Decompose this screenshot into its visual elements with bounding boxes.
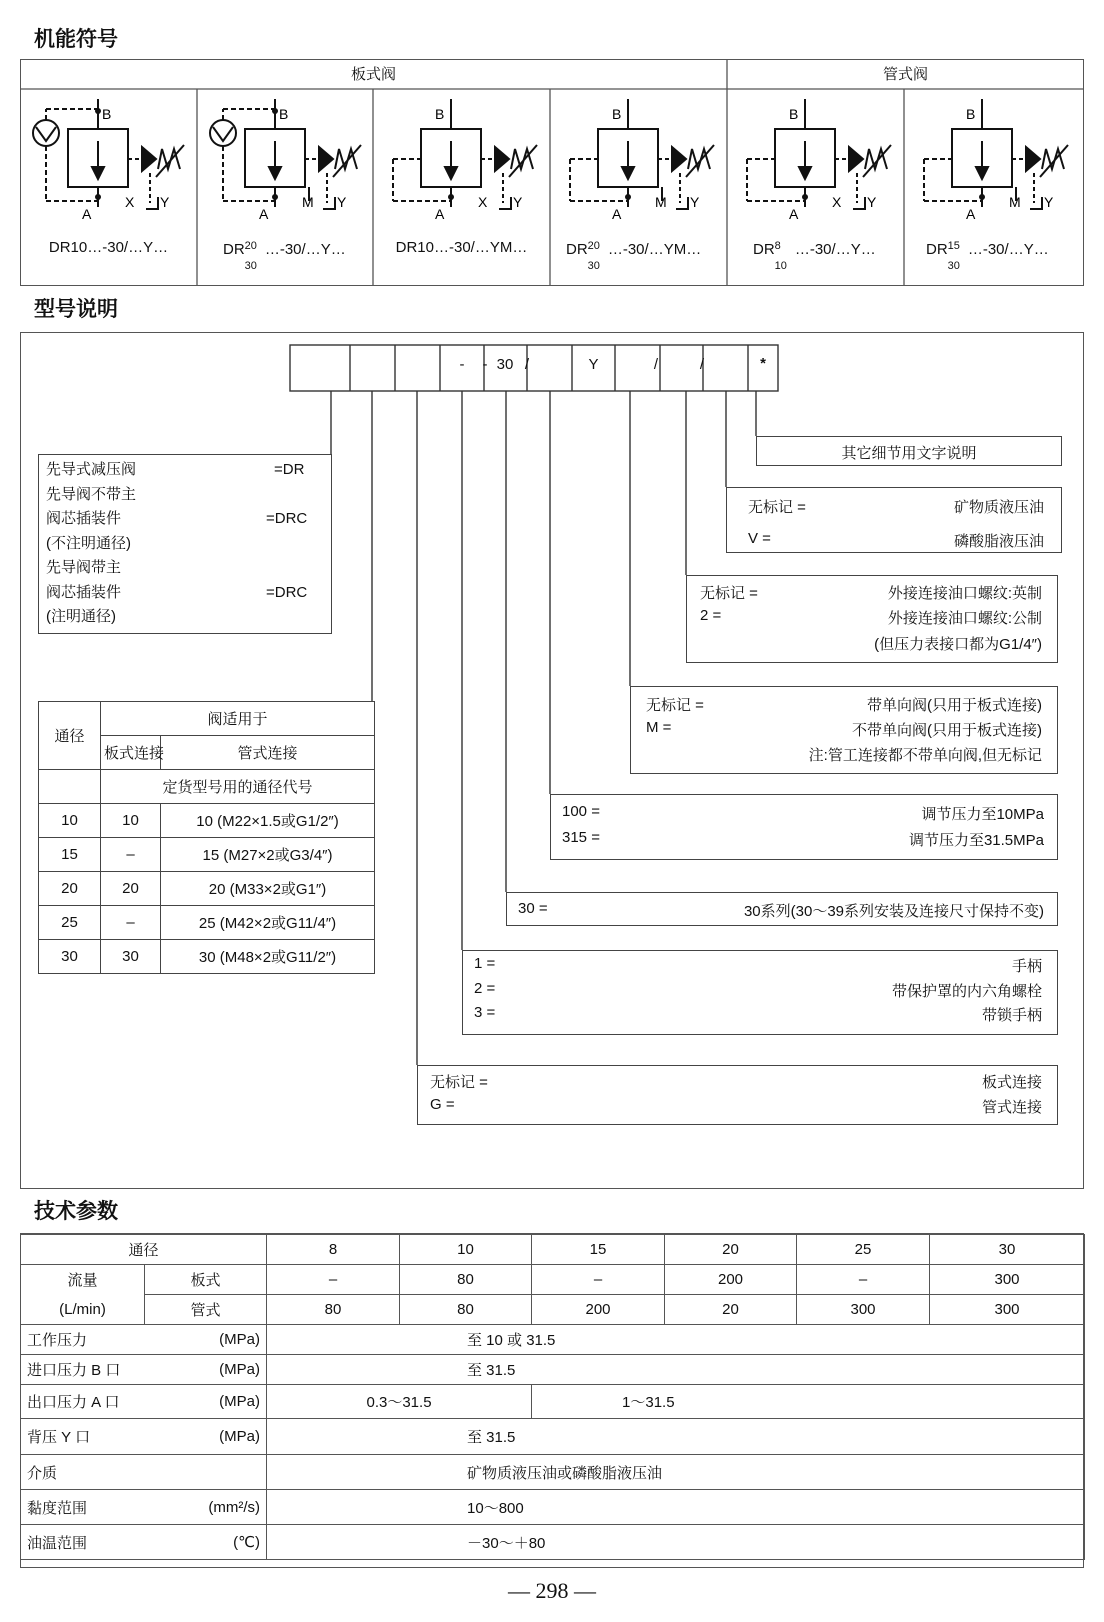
symbol-caption: DR10…-30/…YM… [395, 239, 528, 256]
symbol-caption: DR 15 30 …-30/…Y… [926, 240, 1049, 272]
svg-text:Y: Y [160, 194, 170, 210]
adjust-val: 带保护罩的内六角螺栓 [891, 983, 1042, 1000]
adjust-key: 2 = [474, 980, 496, 997]
symbol-caption: DR 20 30 …-30/…Y… [223, 240, 346, 272]
symbol-caption: DR10…-30/…Y… [48, 239, 169, 256]
code-box-4: - [482, 356, 488, 373]
adjust-key: 1 = [474, 955, 496, 972]
thread-key: 2 = [700, 607, 722, 624]
svg-text:B: B [966, 106, 976, 122]
series-key: 30 = [518, 900, 548, 917]
pressure-val: 调节压力至10MPa [921, 806, 1044, 823]
page-number: — 298 — [508, 1578, 596, 1603]
svg-text:Y: Y [1044, 194, 1054, 210]
tech-row: 工作压力 (MPa) 至 10 或 31.5 [21, 1325, 1085, 1355]
plate-valve-label: 板式阀 [350, 66, 396, 83]
tech-flow-pipe-row: (L/min) 管式 80 80 200 20 300 300 [21, 1295, 1085, 1325]
type-row: 先导式减压阀 =DR [46, 461, 305, 478]
thread-key: 无标记 = [700, 585, 758, 602]
thread-val: 外接连接油口螺纹:英制 [887, 585, 1042, 602]
section-title-model: 型号说明 [20, 285, 1084, 333]
code-box-10: * [760, 355, 766, 372]
svg-text:A: A [966, 206, 976, 222]
svg-text:Y: Y [337, 194, 347, 210]
dia-header-applies: 阀适用于 [101, 702, 375, 736]
svg-text:X: X [125, 194, 135, 210]
svg-text:M: M [302, 194, 314, 210]
thread-note: (但压力表接口都为G1/4″) [874, 636, 1042, 653]
pressure-val: 调节压力至31.5MPa [908, 832, 1044, 849]
flow-label: 流量 [21, 1265, 145, 1295]
adjust-val: 带锁手柄 [981, 1007, 1042, 1024]
svg-text:A: A [259, 206, 269, 222]
type-row: 先导阀带主 [46, 559, 122, 576]
tech-flow-plate-row: 流量 板式 – 80 – 200 – 300 [21, 1265, 1085, 1295]
fluid-val: 磷酸脂液压油 [953, 533, 1044, 550]
svg-text:M: M [1009, 194, 1021, 210]
pressure-key: 315 = [562, 829, 600, 846]
svg-text:Y: Y [867, 194, 877, 210]
check-note: 注:管工连接都不带单向阀,但无标记 [808, 747, 1042, 764]
svg-text:X: X [478, 194, 488, 210]
type-row: 阀芯插装件 =DRC [46, 510, 308, 527]
connection-key: G = [430, 1096, 455, 1113]
dia-row: 15 – 15 (M27×2或G3/4″) [39, 838, 375, 872]
tech-header-row: 通径 8 10 15 20 25 30 [21, 1235, 1085, 1265]
adjust-val: 手柄 [1011, 958, 1042, 975]
svg-text:B: B [789, 106, 799, 122]
adjust-key: 3 = [474, 1004, 496, 1021]
svg-text:Y: Y [690, 194, 700, 210]
type-row: (注明通径) [46, 608, 116, 625]
other-details-text: 其它细节用文字说明 [841, 445, 977, 462]
tech-row: 黏度范围 (mm²/s) 10～800 [21, 1490, 1085, 1525]
dia-header-code: 定货型号用的通径代号 [101, 770, 375, 804]
dia-header-pipe: 管式连接 [161, 736, 375, 770]
dia-row: 25 – 25 (M42×2或G11/4″) [39, 906, 375, 940]
fluid-key: 无标记 = [748, 499, 806, 516]
tech-row: 背压 Y 口 (MPa) 至 31.5 [21, 1419, 1085, 1455]
svg-text:X: X [832, 194, 842, 210]
section-title-symbols: 机能符号 [20, 20, 1084, 60]
svg-text:A: A [789, 206, 799, 222]
svg-text:A: A [612, 206, 622, 222]
connection-val: 管式连接 [981, 1099, 1042, 1116]
fluid-key: V = [748, 530, 771, 547]
code-box-3: - [459, 356, 465, 373]
dia-row: 20 20 20 (M33×2或G1″) [39, 872, 375, 906]
pipe-valve-label: 管式阀 [882, 66, 928, 83]
tech-row: 介质 矿物质液压油或磷酸脂液压油 [21, 1455, 1085, 1490]
tech-row: 进口压力 B 口 (MPa) 至 31.5 [21, 1355, 1085, 1385]
type-block-list [46, 458, 322, 630]
svg-text:B: B [102, 106, 112, 122]
type-row: 先导阀不带主 [46, 485, 137, 503]
symbol-caption: DR 8 10 …-30/…Y… [753, 240, 876, 272]
flow-unit: (L/min) [21, 1295, 145, 1325]
dia-row: 30 30 30 (M48×2或G11/2″) [39, 940, 375, 974]
code-box-5: 30 [496, 356, 514, 373]
connection-key: 无标记 = [430, 1074, 488, 1091]
connection-val: 板式连接 [981, 1074, 1042, 1091]
type-row: 阀芯插装件 =DRC [46, 583, 308, 601]
thread-val: 外接连接油口螺纹:公制 [887, 610, 1042, 627]
svg-text:B: B [435, 106, 445, 122]
svg-text:B: B [279, 106, 289, 122]
code-box-8: / [653, 356, 659, 373]
pressure-key: 100 = [562, 803, 600, 820]
check-key: M = [646, 719, 672, 736]
fluid-val: 矿物质液压油 [953, 499, 1044, 516]
series-val: 30系列(30～39系列安装及连接尺寸保持不变) [743, 903, 1044, 920]
svg-text:A: A [82, 206, 92, 222]
svg-text:A: A [435, 206, 445, 222]
tech-table [20, 1234, 1085, 1560]
svg-text:Y: Y [513, 194, 523, 210]
tech-row: 出口压力 A 口 (MPa) 0.3～31.5 1～31.5 [21, 1385, 1085, 1419]
svg-text:M: M [655, 194, 667, 210]
check-val: 不带单向阀(只用于板式连接) [852, 722, 1042, 739]
dia-header-tongjing: 通径 [39, 702, 101, 770]
tech-row: 油温范围 (℃) －30～＋80 [21, 1525, 1085, 1560]
dia-header-plate: 板式连接 [101, 736, 161, 770]
code-box-7: Y [588, 356, 599, 373]
tech-h-tongjing: 通径 [21, 1235, 267, 1265]
type-row: (不注明通径) [46, 534, 131, 552]
code-box-9: / [699, 356, 705, 373]
section-title-tech: 技术参数 [20, 1188, 1084, 1234]
dia-row: 10 10 10 (M22×1.5或G1/2″) [39, 804, 375, 838]
check-val: 带单向阀(只用于板式连接) [867, 697, 1042, 714]
svg-text:B: B [612, 106, 622, 122]
check-key: 无标记 = [646, 697, 704, 714]
diameter-table [38, 701, 375, 974]
code-box-6: / [524, 356, 530, 373]
symbol-caption: DR 20 30 …-30/…YM… [566, 240, 702, 272]
connection-box [417, 1065, 1058, 1125]
